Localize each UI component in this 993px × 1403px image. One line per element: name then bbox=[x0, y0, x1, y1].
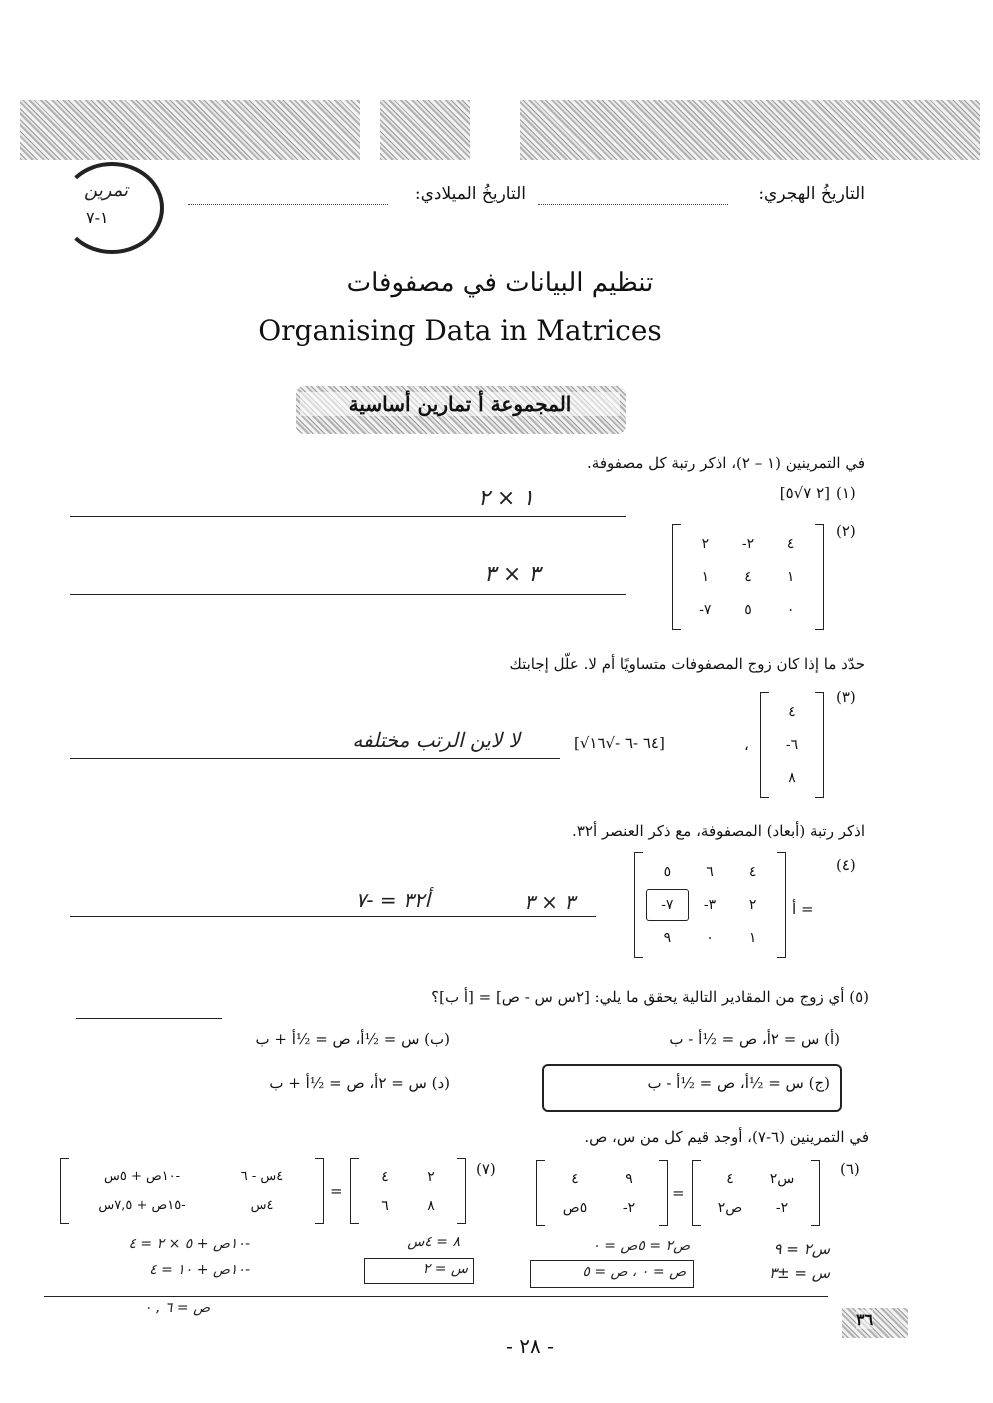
work-line: س٢ = ٩ bbox=[773, 1240, 830, 1258]
exercise-badge bbox=[60, 162, 164, 254]
matrix-3x3 bbox=[634, 852, 786, 958]
instruction-order-element: اذكر رتبة (أبعاد) المصفوفة، مع ذكر العنصر أ٣٢. bbox=[572, 822, 865, 840]
matrix-cell: -١٠ص + ٥س bbox=[103, 1169, 181, 1184]
matrix-cell: ١ bbox=[748, 929, 757, 946]
work-line: س = ±٣ bbox=[768, 1264, 830, 1282]
matrix-cell: ٤ bbox=[788, 704, 796, 721]
answer-text: ٣ × ٣ bbox=[484, 562, 541, 587]
answer-element: أ٣٢ = -٧ bbox=[355, 888, 430, 912]
row-matrix: [٢ ٧√٥] bbox=[779, 484, 830, 502]
matrix-cell: ٨ bbox=[427, 1197, 435, 1214]
matrix-cell: ٩ bbox=[625, 1170, 633, 1187]
section-banner: المجموعة أ تمارين أساسية bbox=[300, 392, 620, 416]
scan-noise-band bbox=[20, 100, 360, 160]
matrix-cell: -٧ bbox=[699, 601, 712, 618]
footer-stamp-bg bbox=[842, 1308, 908, 1338]
matrix-cell: ٤ bbox=[786, 536, 795, 553]
matrix-cell: -٢ bbox=[775, 1199, 789, 1216]
answer-line[interactable] bbox=[70, 594, 626, 595]
matrix-cell: ٤ bbox=[571, 1170, 579, 1187]
page-title-arabic: تنظيم البيانات في مصفوفات bbox=[346, 268, 654, 298]
answer-text: لا لاين الرتب مختلفه bbox=[352, 728, 520, 752]
answer-line[interactable] bbox=[70, 916, 596, 917]
matrix-cell: ١ bbox=[786, 568, 795, 585]
matrix-separator: ، bbox=[744, 736, 749, 754]
scan-noise-band bbox=[380, 100, 470, 160]
matrix-cell: ٥ bbox=[663, 864, 672, 881]
gregorian-date-label: التاريخُ الميلادي: bbox=[414, 184, 526, 204]
equals-sign: = bbox=[672, 1184, 685, 1202]
gregorian-date-line[interactable] bbox=[188, 204, 388, 205]
matrix-cell: ٢ bbox=[748, 896, 757, 913]
exercise-number: (٣) bbox=[836, 688, 856, 706]
footer-stamp: ٣٦ bbox=[856, 1310, 874, 1329]
exercise-number: (٢) bbox=[836, 522, 856, 540]
matrix-cell: ١ bbox=[701, 568, 710, 585]
exercise-number: (٤) bbox=[836, 856, 856, 874]
exercise-number: (١) bbox=[836, 484, 856, 502]
badge-number: ١-٧ bbox=[86, 208, 109, 227]
matrix-cell: -٦ bbox=[785, 736, 799, 753]
scan-noise-band bbox=[520, 100, 980, 160]
matrix-3x3 bbox=[672, 524, 824, 630]
question-stem: (٥) أي زوج من المقادير التالية يحقق ما يلي: [٢س س - ص] = [أ ب]؟ bbox=[431, 988, 869, 1006]
exercise-number: (٦) bbox=[840, 1160, 860, 1178]
matrix-2x2 bbox=[692, 1160, 820, 1226]
work-line: -١٠ص + ١٠ = ٤ bbox=[149, 1262, 250, 1278]
option-a[interactable]: (أ) س = ٢أ، ص = ½أ - ب bbox=[669, 1030, 840, 1048]
matrix-cell: ص٢ bbox=[717, 1199, 743, 1216]
matrix-cell: ٤س bbox=[250, 1198, 274, 1213]
answer-text: ١ × ٢ bbox=[478, 486, 535, 511]
work-line: س = ٢ bbox=[422, 1261, 468, 1277]
matrix-cell: ٢ bbox=[427, 1168, 435, 1185]
matrix-cell: -٢ bbox=[622, 1199, 636, 1216]
rule-line bbox=[44, 1296, 828, 1297]
matrix-cell: -١٥ص + ٧,٥س bbox=[98, 1198, 186, 1213]
badge-label: تمرين bbox=[84, 180, 129, 201]
instruction-equality: حدّد ما إذا كان زوج المصفوفات متساويًا أم لا. علّل إجابتك bbox=[509, 655, 865, 673]
hijri-date-line[interactable] bbox=[538, 204, 728, 205]
exercise-number: (٧) bbox=[476, 1160, 496, 1178]
instruction-solve: في التمرينين (٦-٧)، أوجد قيم كل من س، ص. bbox=[584, 1128, 869, 1146]
matrix-name: أ = bbox=[792, 900, 814, 918]
answer-line[interactable] bbox=[70, 516, 626, 517]
matrix-cell: ٤ bbox=[748, 864, 757, 881]
matrix-cell: ٤ bbox=[726, 1170, 734, 1187]
matrix-cell: ٦ bbox=[381, 1197, 389, 1214]
matrix-cell: س٢ bbox=[769, 1170, 795, 1187]
matrix-cell: ٥ bbox=[744, 601, 752, 618]
hijri-date-label: التاريخُ الهجري: bbox=[758, 184, 865, 204]
matrix-cell: ٦ bbox=[706, 864, 714, 881]
matrix-cell: ٨ bbox=[788, 769, 796, 786]
matrix-cell: ٠ bbox=[706, 929, 714, 946]
equals-sign: = bbox=[330, 1182, 343, 1200]
answer-order: ٣ × ٣ bbox=[524, 890, 575, 914]
matrix-cell: ٥ص bbox=[562, 1199, 588, 1216]
matrix-cell: ٤س - ٦ bbox=[240, 1169, 284, 1184]
row-matrix: [√٦٤ -٦ -√١٦] bbox=[574, 734, 665, 752]
matrix-2x2 bbox=[536, 1160, 668, 1226]
column-matrix bbox=[760, 692, 824, 798]
page-number: - ٢٨ - bbox=[506, 1334, 554, 1358]
option-b[interactable]: (ب) س = ½أ، ص = ½أ + ب bbox=[255, 1030, 450, 1048]
matrix-cell: ٤ bbox=[744, 568, 752, 585]
instruction-orders: في التمرينين (١ – ٢)، اذكر رتبة كل مصفوفة. bbox=[587, 454, 865, 472]
answer-line[interactable] bbox=[76, 1018, 222, 1019]
work-line: ص = ٦ , ٠ bbox=[144, 1300, 210, 1316]
page-title-english: Organising Data in Matrices bbox=[258, 314, 662, 347]
matrix-cell: ٤ bbox=[381, 1168, 389, 1185]
option-d[interactable]: (د) س = ٢أ، ص = ½أ + ب bbox=[269, 1074, 450, 1092]
matrix-2x2 bbox=[60, 1158, 324, 1224]
option-c[interactable]: (ج) س = ½أ، ص = ½أ - ب bbox=[647, 1074, 830, 1092]
work-line: ص٢ = ٥ص = ٠ bbox=[592, 1238, 690, 1254]
matrix-cell: -٧ bbox=[646, 889, 689, 922]
matrix-cell: -٢ bbox=[741, 536, 755, 553]
answer-line[interactable] bbox=[70, 758, 560, 759]
matrix-2x2 bbox=[350, 1158, 466, 1224]
matrix-cell: ٩ bbox=[663, 929, 672, 946]
work-line: ص = ٠ ، ص = ٥ bbox=[582, 1264, 686, 1280]
work-line: ٨ = ٤س bbox=[407, 1234, 460, 1250]
work-line: -١٠ص + ٥ × ٢ = ٤ bbox=[128, 1236, 250, 1252]
matrix-cell: ٢ bbox=[701, 536, 710, 553]
matrix-cell: ٠ bbox=[786, 601, 795, 618]
matrix-cell: -٣ bbox=[703, 896, 717, 913]
